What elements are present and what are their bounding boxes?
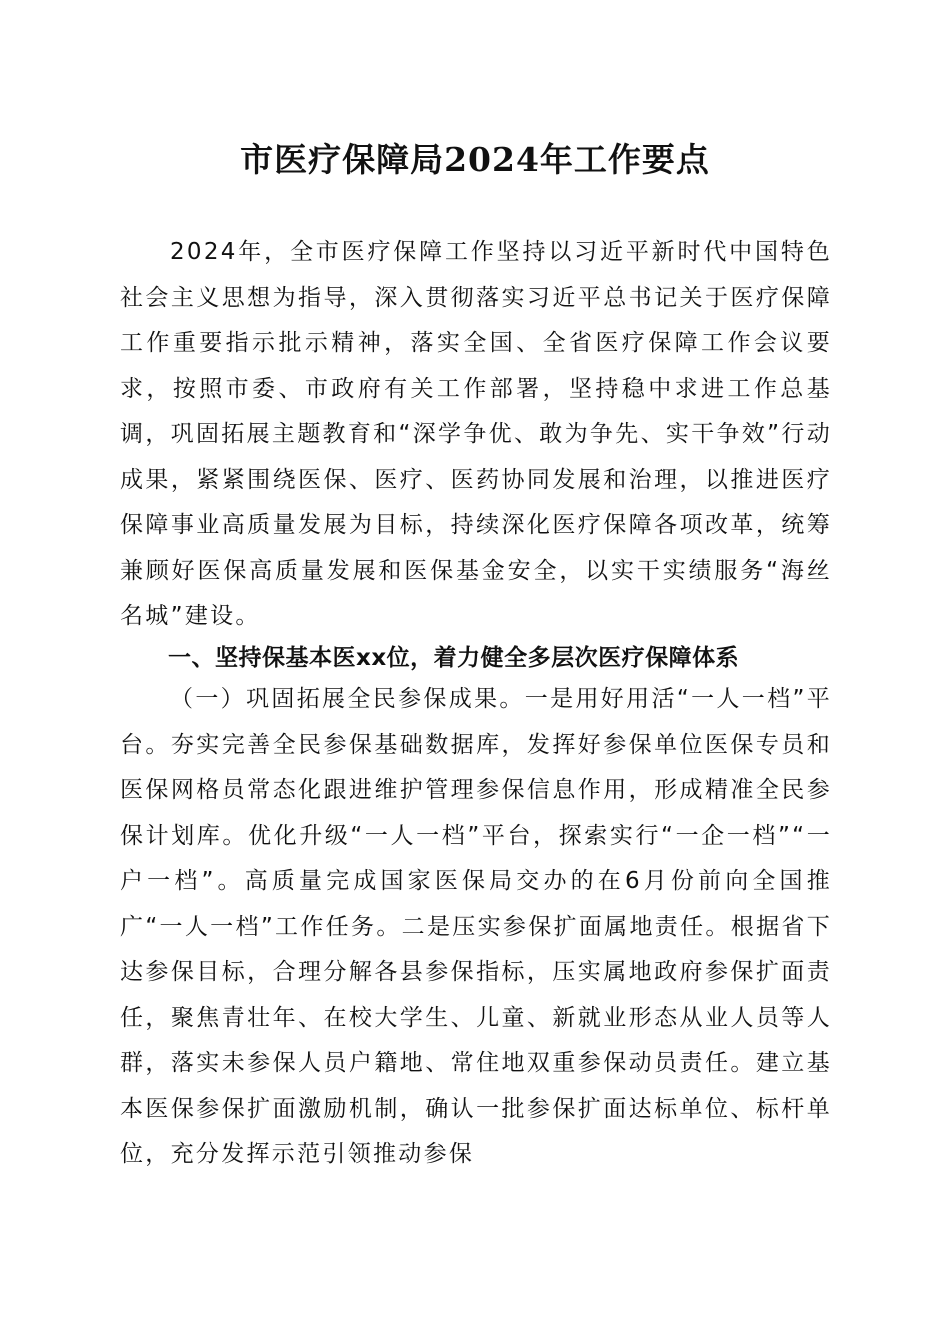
- section-one-heading: 一、坚持保基本医xx位，着力健全多层次医疗保障体系: [168, 645, 740, 671]
- subsection-one-label: （一）巩固拓展全民参保成果。: [170, 686, 525, 712]
- section-one-paragraph: [120, 677, 832, 1178]
- document-title: 市医疗保障局2024年工作要点: [240, 140, 710, 179]
- intro-paragraph: 2024年，全市医疗保障工作坚持以习近平新时代中国特色社会主义思想为指导，深入贯彻落实习近平总书记关于医疗保障工作重要指示批示精神，落实全国、全省医疗保障工作会议要求，按照市委、市政府有关工作部署，坚持稳中求进工作总基调，巩固拓展主题教育和“深学争优、敢为争先、实干争效”行动成果，紧紧围绕医保、医疗、医药协同发展和治理，以推进医疗保障事业高质量发展为目标，持续深化医疗保障各项改革，统筹兼顾好医保高质量发展和医保基金安全，以实干实绩服务“海丝名城”建设。: [120, 239, 832, 629]
- subsection-one-text: 一是用好用活“一人一档”平台。夯实完善全民参保基础数据库，发挥好参保单位医保专员和医保网格员常态化跟进维护管理参保信息作用，形成精准全民参保计划库。优化升级“一人一档”平台，探索实行“一企一档”“一户一档”。高质量完成国家医保局交办的在6月份前向全国推广“一人一档”工作任务。二是压实参保扩面属地责任。根据省下达参保目标，合理分解各县参保指标，压实属地政府参保扩面责任，聚焦青壮年、在校大学生、儿童、新就业形态从业人员等人群，落实未参保人员户籍地、常住地双重参保动员责任。建立基本医保参保扩面激励机制，确认一批参保扩面达标单位、标杆单位，充分发挥示范引领推动参保: [120, 686, 833, 1167]
